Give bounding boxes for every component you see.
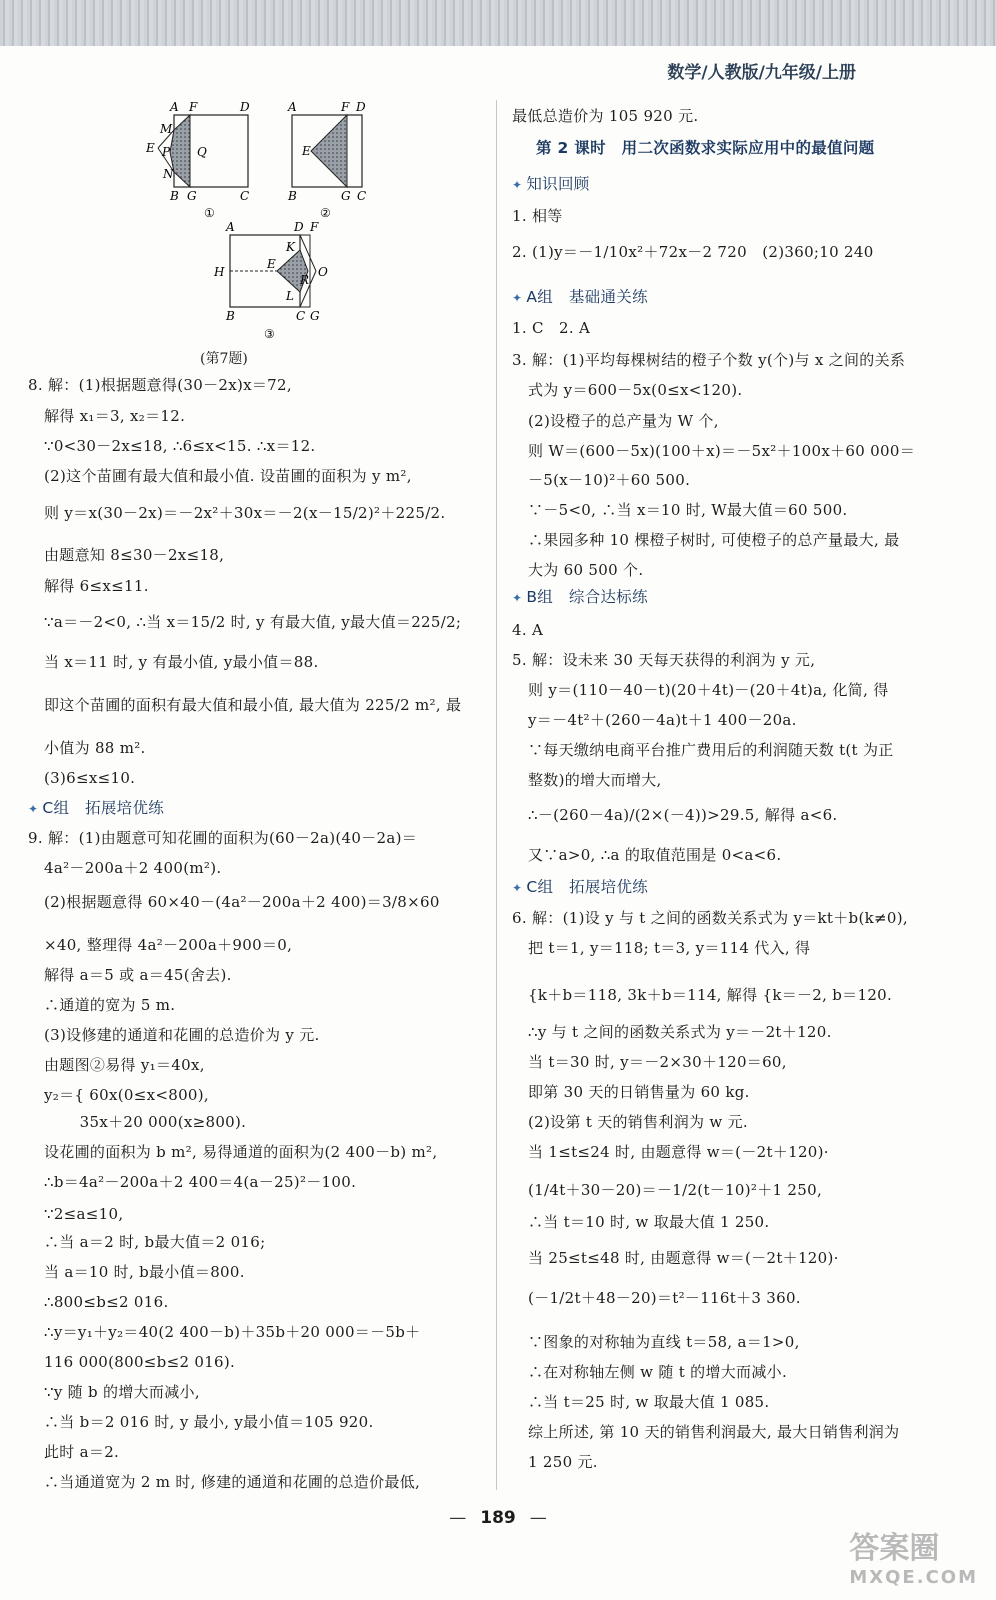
page-number: — 189 — bbox=[449, 1508, 547, 1528]
svg-text:K: K bbox=[286, 240, 295, 254]
right-lines-line: ∴当 t＝10 时, w 取最大值 1 250. bbox=[528, 1213, 770, 1231]
svg-text:F: F bbox=[310, 220, 319, 234]
right-lines-line: 则 y＝(110－40－t)(20＋4t)－(20＋4t)a, 化简, 得 bbox=[528, 681, 889, 699]
left-lines-line: 解得 6≤x≤11. bbox=[44, 577, 149, 595]
left-lines-line: 35x＋20 000(x≥800). bbox=[44, 1113, 247, 1131]
svg-text:A: A bbox=[226, 220, 235, 234]
left-lines-line: (3)设修建的通道和花圃的总造价为 y 元. bbox=[44, 1026, 320, 1044]
right-lines-line: (2)设橙子的总产量为 W 个, bbox=[528, 412, 719, 430]
left-lines-line: 当 x＝11 时, y 有最小值, y最小值＝88. bbox=[44, 653, 319, 671]
svg-text:M: M bbox=[160, 122, 173, 136]
left-lines-line: 解得 a＝5 或 a＝45(舍去). bbox=[44, 966, 232, 984]
svg-text:E: E bbox=[267, 257, 276, 271]
svg-text:B: B bbox=[226, 309, 235, 323]
left-lines-line: ∴y＝y₁＋y₂＝40(2 400－b)＋35b＋20 000＝－5b＋ bbox=[44, 1323, 421, 1341]
svg-text:Q: Q bbox=[197, 145, 207, 159]
left-lines-line: ∴当 a＝2 时, b最大值＝2 016; bbox=[44, 1233, 266, 1251]
right-lines-line: (2)设第 t 天的销售利润为 w 元. bbox=[528, 1113, 748, 1131]
right-lines-line: 1 250 元. bbox=[528, 1453, 598, 1471]
right-lines-line: 1. 相等 bbox=[512, 207, 563, 225]
right-lines-line: 式为 y＝600－5x(0≤x<120). bbox=[528, 381, 743, 399]
watermark-text: 答案圈 bbox=[849, 1531, 940, 1566]
left-lines-line: ∴b＝4a²－200a＋2 400＝4(a－25)²－100. bbox=[44, 1173, 357, 1191]
figure-caption: (第7题) bbox=[200, 351, 248, 367]
right-lines-line: 当 1≤t≤24 时, 由题意得 w＝(－2t＋120)· bbox=[528, 1143, 829, 1161]
svg-text:G: G bbox=[341, 189, 351, 203]
left-lines-line: ∴800≤b≤2 016. bbox=[44, 1293, 169, 1311]
watermark-url: MXQE.COM bbox=[849, 1567, 978, 1588]
left-lines-line: 116 000(800≤b≤2 016). bbox=[44, 1353, 236, 1371]
svg-text:D: D bbox=[356, 100, 366, 114]
svg-text:G: G bbox=[310, 309, 320, 323]
left-lines-line: 解得 x₁＝3, x₂＝12. bbox=[44, 407, 186, 425]
left-lines-line: 即这个苗圃的面积有最大值和最小值, 最大值为 225/2 m², 最 bbox=[44, 696, 462, 714]
right-lines-line: ∴y 与 t 之间的函数关系式为 y＝－2t＋120. bbox=[528, 1023, 832, 1041]
left-lines-line: (3)6≤x≤10. bbox=[44, 769, 136, 787]
left-lines-line: 9. 解：(1)由题意可知花圃的面积为(60－2a)(40－2a)＝ bbox=[28, 829, 418, 847]
right-lines-line: ✦ 知识回顾 bbox=[512, 174, 590, 195]
svg-text:F: F bbox=[341, 100, 350, 114]
left-lines-line: (2)这个苗圃有最大值和最小值. 设苗圃的面积为 y m², bbox=[44, 467, 412, 485]
svg-text:C: C bbox=[240, 189, 250, 203]
right-lines-line: 则 W＝(600－5x)(100＋x)＝－5x²＋100x＋60 000＝ bbox=[528, 442, 916, 460]
svg-text:P: P bbox=[162, 145, 171, 159]
figure-panel-2 bbox=[287, 100, 366, 220]
right-lines-line: ∴果园多种 10 棵橙子树时, 可使橙子的总产量最大, 最 bbox=[528, 531, 900, 549]
right-lines-line: (1/4t＋30－20)＝－1/2(t－10)²＋1 250, bbox=[528, 1181, 823, 1199]
right-lines-line: 当 25≤t≤48 时, 由题意得 w＝(－2t＋120)· bbox=[528, 1249, 839, 1267]
svg-text:D: D bbox=[240, 100, 250, 114]
svg-text:R: R bbox=[300, 273, 310, 287]
left-lines-line: 设花圃的面积为 b m², 易得通道的面积为(2 400－b) m², bbox=[44, 1143, 438, 1161]
right-lines-line: ✦ A组 基础通关练 bbox=[512, 287, 648, 308]
left-lines-line: ✦ C组 拓展培优练 bbox=[28, 798, 164, 819]
right-lines-line: 整数)的增大而增大, bbox=[528, 771, 662, 789]
svg-text:F: F bbox=[189, 100, 198, 114]
right-lines-line: ✦ C组 拓展培优练 bbox=[512, 877, 648, 898]
left-lines-line: 由题图②易得 y₁＝40x, bbox=[44, 1056, 205, 1074]
watermark bbox=[849, 1523, 978, 1588]
right-lines-line: ∴在对称轴左侧 w 随 t 的增大而减小. bbox=[528, 1363, 788, 1381]
svg-text:N: N bbox=[163, 167, 174, 181]
right-lines-line: 又∵a>0, ∴a 的取值范围是 0<a<6. bbox=[528, 846, 782, 864]
right-lines-line: 最低总造价为 105 920 元. bbox=[512, 107, 699, 125]
svg-text:C: C bbox=[357, 189, 367, 203]
page-number-value: 189 bbox=[480, 1508, 516, 1528]
right-lines-line: 综上所述, 第 10 天的销售利润最大, 最大日销售利润为 bbox=[528, 1423, 900, 1441]
right-lines-line: ∴当 t＝25 时, w 取最大值 1 085. bbox=[528, 1393, 770, 1411]
figure-question-7 bbox=[0, 0, 496, 380]
right-lines-line: ∴－(260－4a)/(2×(－4))>29.5, 解得 a<6. bbox=[528, 806, 838, 824]
svg-text:A: A bbox=[170, 100, 179, 114]
right-lines-line: ∵每天缴纳电商平台推广费用后的利润随天数 t(t 为正 bbox=[528, 741, 894, 759]
left-lines-line: ∴当 b＝2 016 时, y 最小, y最小值＝105 920. bbox=[44, 1413, 374, 1431]
svg-text:①: ① bbox=[204, 206, 215, 220]
left-lines-line: ∵y 随 b 的增大而减小, bbox=[44, 1383, 200, 1401]
svg-text:A: A bbox=[288, 100, 297, 114]
left-lines-line: (2)根据题意得 60×40－(4a²－200a＋2 400)＝3/8×60 bbox=[44, 893, 440, 911]
svg-text:C: C bbox=[296, 309, 306, 323]
column-divider bbox=[496, 100, 497, 1490]
left-lines-line: 4a²－200a＋2 400(m²). bbox=[44, 859, 222, 877]
right-lines-line: 即第 30 天的日销售量为 60 kg. bbox=[528, 1083, 750, 1101]
right-lines-line: ∵图象的对称轴为直线 t＝58, a＝1>0, bbox=[528, 1333, 800, 1351]
svg-text:③: ③ bbox=[264, 327, 275, 341]
left-lines-line: y₂＝{ 60x(0≤x<800), bbox=[44, 1086, 209, 1104]
svg-text:H: H bbox=[214, 265, 225, 279]
right-lines-line: 4. A bbox=[512, 621, 544, 639]
left-lines-line: ∴当通道宽为 2 m 时, 修建的通道和花圃的总造价最低, bbox=[44, 1473, 421, 1491]
right-lines-line: 当 t＝30 时, y＝－2×30＋120＝60, bbox=[528, 1053, 787, 1071]
left-lines-line: 此时 a＝2. bbox=[44, 1443, 120, 1461]
svg-text:②: ② bbox=[320, 206, 331, 220]
svg-text:D: D bbox=[294, 220, 304, 234]
left-lines-line: 8. 解：(1)根据题意得(30－2x)x＝72, bbox=[28, 376, 292, 394]
left-lines-line: 当 a＝10 时, b最小值＝800. bbox=[44, 1263, 245, 1281]
svg-text:G: G bbox=[187, 189, 197, 203]
svg-text:B: B bbox=[170, 189, 179, 203]
left-lines-line: ∵0<30－2x≤18, ∴6≤x<15. ∴x＝12. bbox=[44, 437, 316, 455]
right-lines-line: 6. 解：(1)设 y 与 t 之间的函数关系式为 y＝kt＋b(k≠0), bbox=[512, 909, 908, 927]
left-lines-line: 则 y＝x(30－2x)＝－2x²＋30x＝－2(x－15/2)²＋225/2. bbox=[44, 504, 446, 522]
right-lines-line: 把 t＝1, y＝118; t＝3, y＝114 代入, 得 bbox=[528, 939, 811, 957]
svg-text:E: E bbox=[302, 144, 311, 158]
right-lines-line: (－1/2t＋48－20)＝t²－116t＋3 360. bbox=[528, 1289, 801, 1307]
figure-panel-3 bbox=[213, 220, 328, 341]
right-lines-line: ✦ B组 综合达标练 bbox=[512, 587, 648, 608]
left-lines-line: 由题意知 8≤30－2x≤18, bbox=[44, 546, 225, 564]
right-lines-line: 1. C 2. A bbox=[512, 319, 591, 337]
left-lines-line: ×40, 整理得 4a²－200a＋900＝0, bbox=[44, 936, 293, 954]
svg-text:E: E bbox=[146, 141, 155, 155]
right-lines-line: {k＋b＝118, 3k＋b＝114, 解得 {k＝－2, b＝120. bbox=[528, 986, 893, 1004]
svg-text:O: O bbox=[318, 265, 328, 279]
left-lines-line: ∵a＝－2<0, ∴当 x＝15/2 时, y 有最大值, y最大值＝225/2; bbox=[44, 613, 462, 631]
figure-panel-1 bbox=[145, 100, 250, 220]
left-lines-line: ∴通道的宽为 5 m. bbox=[44, 996, 176, 1014]
svg-text:B: B bbox=[288, 189, 297, 203]
right-lines-line: －5(x－10)²＋60 500. bbox=[528, 471, 691, 489]
left-lines-line: ∵2≤a≤10, bbox=[44, 1205, 124, 1223]
right-lines-line: 第 2 课时 用二次函数求实际应用中的最值问题 bbox=[536, 139, 875, 157]
right-lines-line: ∵－5<0, ∴当 x＝10 时, W最大值＝60 500. bbox=[528, 501, 848, 519]
book-header-title: 数学/人教版/九年级/上册 bbox=[667, 63, 856, 83]
right-lines-line: 3. 解：(1)平均每棵树结的橙子个数 y(个)与 x 之间的关系 bbox=[512, 351, 906, 369]
svg-text:L: L bbox=[286, 289, 294, 303]
right-lines-line: y＝－4t²＋(260－4a)t＋1 400－20a. bbox=[528, 711, 797, 729]
right-lines-line: 5. 解：设未来 30 天每天获得的利润为 y 元, bbox=[512, 651, 816, 669]
left-lines-line: 小值为 88 m². bbox=[44, 739, 146, 757]
right-lines-line: 大为 60 500 个. bbox=[528, 561, 644, 579]
right-lines-line: 2. (1)y＝－1/10x²＋72x－2 720 (2)360;10 240 bbox=[512, 243, 874, 261]
